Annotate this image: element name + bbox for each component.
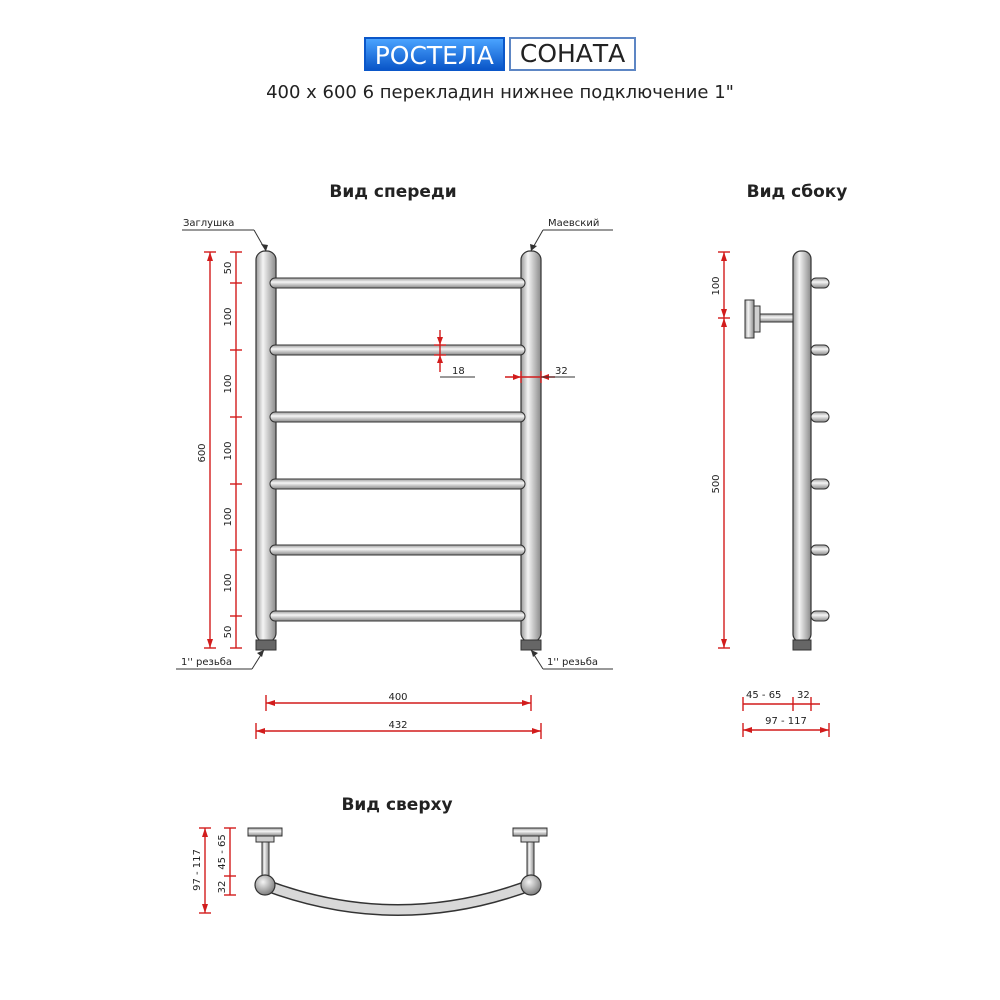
side-height-label: 500 bbox=[711, 474, 722, 494]
front-width-dimensions bbox=[256, 692, 541, 739]
rung bbox=[270, 545, 525, 555]
segment-label: 100 bbox=[223, 307, 234, 327]
brand-name: РОСТЕЛА bbox=[364, 37, 505, 71]
rung-diameter-label: 18 bbox=[452, 366, 465, 377]
segment-label: 50 bbox=[223, 625, 234, 639]
top-depth-total-label: 97 - 117 bbox=[192, 849, 203, 891]
side-wall-gap-label: 45 - 65 bbox=[746, 690, 782, 701]
width-outer-label: 432 bbox=[388, 720, 408, 731]
rung-stub bbox=[811, 278, 829, 288]
thread-left-label: 1'' резьба bbox=[181, 657, 233, 668]
side-depth-dimensions bbox=[743, 690, 829, 737]
wall-bracket-rod bbox=[760, 314, 793, 322]
rung-stub bbox=[811, 412, 829, 422]
side-view-title: Вид сбоку bbox=[746, 182, 848, 202]
segment-label: 100 bbox=[223, 441, 234, 461]
top-wall-plate bbox=[513, 828, 547, 836]
front-segment-dimensions bbox=[223, 252, 242, 648]
top-flange bbox=[521, 836, 539, 842]
top-right-riser bbox=[521, 875, 541, 895]
rung-stub bbox=[811, 479, 829, 489]
rung-stub bbox=[811, 345, 829, 355]
top-bracket-rod bbox=[527, 842, 534, 878]
left-thread bbox=[256, 640, 276, 650]
side-thread bbox=[793, 640, 811, 650]
pipe-diameter-label: 32 bbox=[555, 366, 568, 377]
top-bracket-rod bbox=[262, 842, 269, 878]
left-riser bbox=[256, 251, 276, 642]
top-view bbox=[248, 828, 547, 910]
top-curved-rung bbox=[265, 885, 531, 910]
side-depth-total-label: 97 - 117 bbox=[765, 716, 807, 727]
rung bbox=[270, 345, 525, 355]
segment-label: 100 bbox=[223, 507, 234, 527]
wall-bracket-plate bbox=[745, 300, 754, 338]
side-vertical-dimensions bbox=[711, 252, 730, 648]
segment-label: 50 bbox=[223, 261, 234, 275]
top-depth-dimensions bbox=[192, 828, 236, 913]
side-view bbox=[745, 251, 829, 650]
side-riser bbox=[793, 251, 811, 642]
rung bbox=[270, 479, 525, 489]
right-riser bbox=[521, 251, 541, 642]
product-subtitle: 400 х 600 6 перекладин нижнее подключение 1" bbox=[266, 82, 734, 103]
side-pipe-diameter-label: 32 bbox=[797, 690, 810, 701]
front-view-title: Вид спереди bbox=[329, 182, 457, 202]
model-name: СОНАТА bbox=[509, 37, 636, 71]
rung-stub bbox=[811, 611, 829, 621]
wall-bracket-flange bbox=[754, 306, 760, 332]
segment-label: 100 bbox=[223, 374, 234, 394]
top-flange bbox=[256, 836, 274, 842]
height-total-label: 600 bbox=[197, 443, 208, 463]
side-top-offset-label: 100 bbox=[711, 276, 722, 296]
front-height-dimension bbox=[197, 252, 216, 648]
top-wall-gap-label: 45 - 65 bbox=[217, 834, 228, 870]
rung bbox=[270, 278, 525, 288]
width-inner-label: 400 bbox=[388, 692, 408, 703]
segment-label: 100 bbox=[223, 573, 234, 593]
thread-right-label: 1'' резьба bbox=[547, 657, 599, 668]
rung-stub bbox=[811, 545, 829, 555]
rung bbox=[270, 412, 525, 422]
top-view-title: Вид сверху bbox=[341, 795, 453, 815]
front-view bbox=[256, 251, 541, 650]
rung bbox=[270, 611, 525, 621]
top-left-riser bbox=[255, 875, 275, 895]
top-wall-plate bbox=[248, 828, 282, 836]
right-thread bbox=[521, 640, 541, 650]
top-pipe-diameter-label: 32 bbox=[217, 880, 228, 894]
cap-label: Заглушка bbox=[183, 218, 235, 229]
vent-label: Маевский bbox=[548, 218, 600, 229]
